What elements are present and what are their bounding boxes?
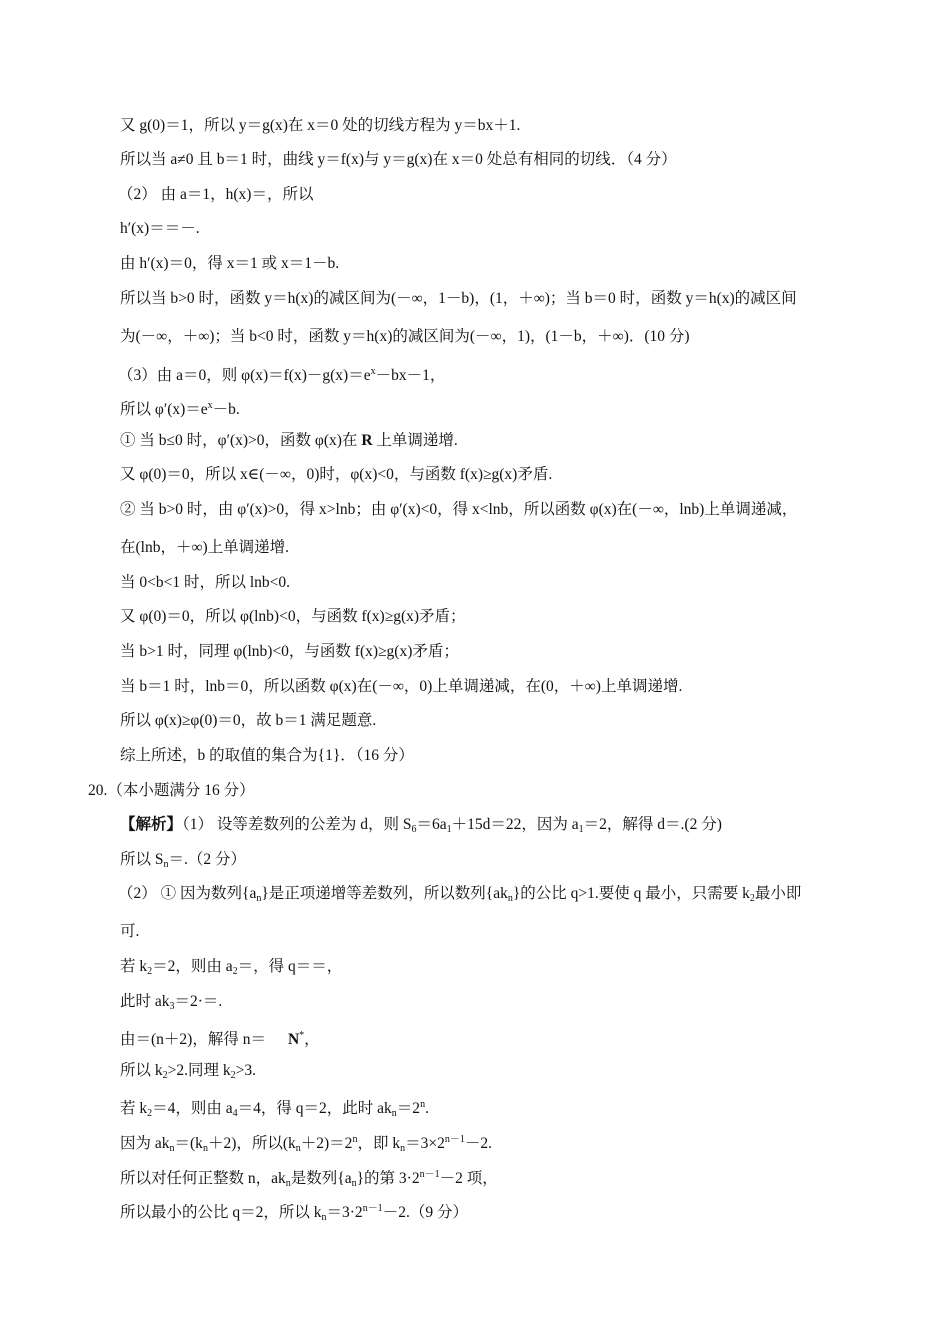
text-line: 为(－∞，＋∞)；当 b<0 时，函数 y＝h(x)的减区间为(－∞，1)，(1－b，＋∞)．(10 分)	[120, 328, 690, 345]
text-line: 所以最小的公比 q＝2，所以 $k_n=3\cdot 2^{n-1}-2.(9$ 分）	[120, 1203, 468, 1223]
text-line: 所以当 b>0 时，函数 y＝h(x)的减区间为(－∞，1－b)，(1，＋∞)；当 b＝0 时，函数 y＝h(x)的减区间	[120, 290, 797, 307]
text-line: 所以当 a≠0 且 b＝1 时，曲线 y＝f(x)与 y＝g(x)在 x＝0 处总有相同的切线．（4 分）	[120, 151, 677, 168]
text-line: 所以对任何正整数 n，$ak_n$是数列$\{a_n\}$的第 $3\cdot 2^{n-1}-2$ 项，	[120, 1169, 498, 1189]
text-line: 【解析】（1） 设等差数列的公差为 d，则 $S_6=6a_1+15d=22$，因为 $a_1=2$，解得 d＝.(2 分)	[120, 816, 722, 835]
text-line: 在(lnb，＋∞)上单调递增.	[120, 539, 290, 556]
text-line: 又 g(0)＝1，所以 y＝g(x)在 x＝0 处的切线方程为 y＝bx＋1.	[120, 117, 521, 134]
text-line: h′(x)＝＝－.	[120, 220, 200, 237]
text-line: 因为 $ak_n=(k_n+2)$，所以$(k_n+2)=2^n$，即 $k_n=3\times 2^{n-1}-2$.	[120, 1134, 492, 1154]
text-line: 若 $k_2=4$，则由 $a_4=4$，得 q＝2，此时 $ak_n=2^n$.	[120, 1099, 429, 1119]
text-line: 所以 φ(x)≥φ(0)＝0，故 b＝1 满足题意.	[120, 712, 377, 729]
text-line: （3）由 a＝0，则 $\varphi(x)=f(x)-g(x)=e^x-bx-1$，	[118, 366, 446, 384]
text-line: ② 当 b>0 时，由 φ′(x)>0，得 x>lnb；由 φ′(x)<0，得 x<lnb，所以函数 φ(x)在(－∞，lnb)上单调递减，	[120, 501, 798, 518]
text-line: 若 $k_2=2$，则由 $a_2=$，得 q＝＝，	[120, 958, 343, 977]
text-line: 可.	[120, 923, 140, 940]
text-line: 所以 $k_2>2$.同理 $k_2>3$.	[120, 1062, 257, 1081]
problem-heading: 20.（本小题满分 16 分）	[88, 782, 255, 799]
text-line: 由 h′(x)＝0，得 x＝1 或 x＝1－b.	[120, 255, 340, 272]
text-line: 此时 $ak_3=2\cdot=$.	[120, 993, 223, 1012]
text-line: 又 φ(0)＝0，所以 φ(lnb)<0，与函数 f(x)≥g(x)矛盾；	[120, 608, 466, 625]
text-line: 又 φ(0)＝0，所以 x∈(－∞，0)时，φ(x)<0，与函数 f(x)≥g(x)矛盾.	[120, 466, 553, 483]
text-line: 当 b＝1 时，lnb＝0，所以函数 φ(x)在(－∞，0)上单调递减，在(0，＋∞)上单调递增.	[120, 678, 683, 695]
text-line: ① 当 b≤0 时，φ′(x)>0，函数 φ(x)在 R 上单调递增.	[120, 432, 458, 449]
text-line: 当 b>1 时，同理 φ(lnb)<0，与函数 f(x)≥g(x)矛盾；	[120, 643, 459, 660]
text-line: 所以 $\varphi'(x)=e^x-b$.	[120, 400, 240, 418]
text-line: （2） ① 因为数列$\{a_n\}$是正项递增等差数列，所以数列$\{ak_n\}$的公比 q>1.要使 q 最小，只需要 $k_2$最小即	[118, 885, 802, 904]
text-line: （2） 由 a＝1，h(x)＝，所以	[118, 186, 314, 203]
text-line: 所以 $S_n=.(2$ 分）	[120, 851, 247, 870]
text-line: 综上所述，b 的取值的集合为{1}．（16 分）	[120, 747, 414, 764]
text-line: 当 0<b<1 时，所以 lnb<0.	[120, 574, 291, 591]
text-line: 由＝(n＋2)，解得 n＝ N*，	[120, 1030, 320, 1048]
